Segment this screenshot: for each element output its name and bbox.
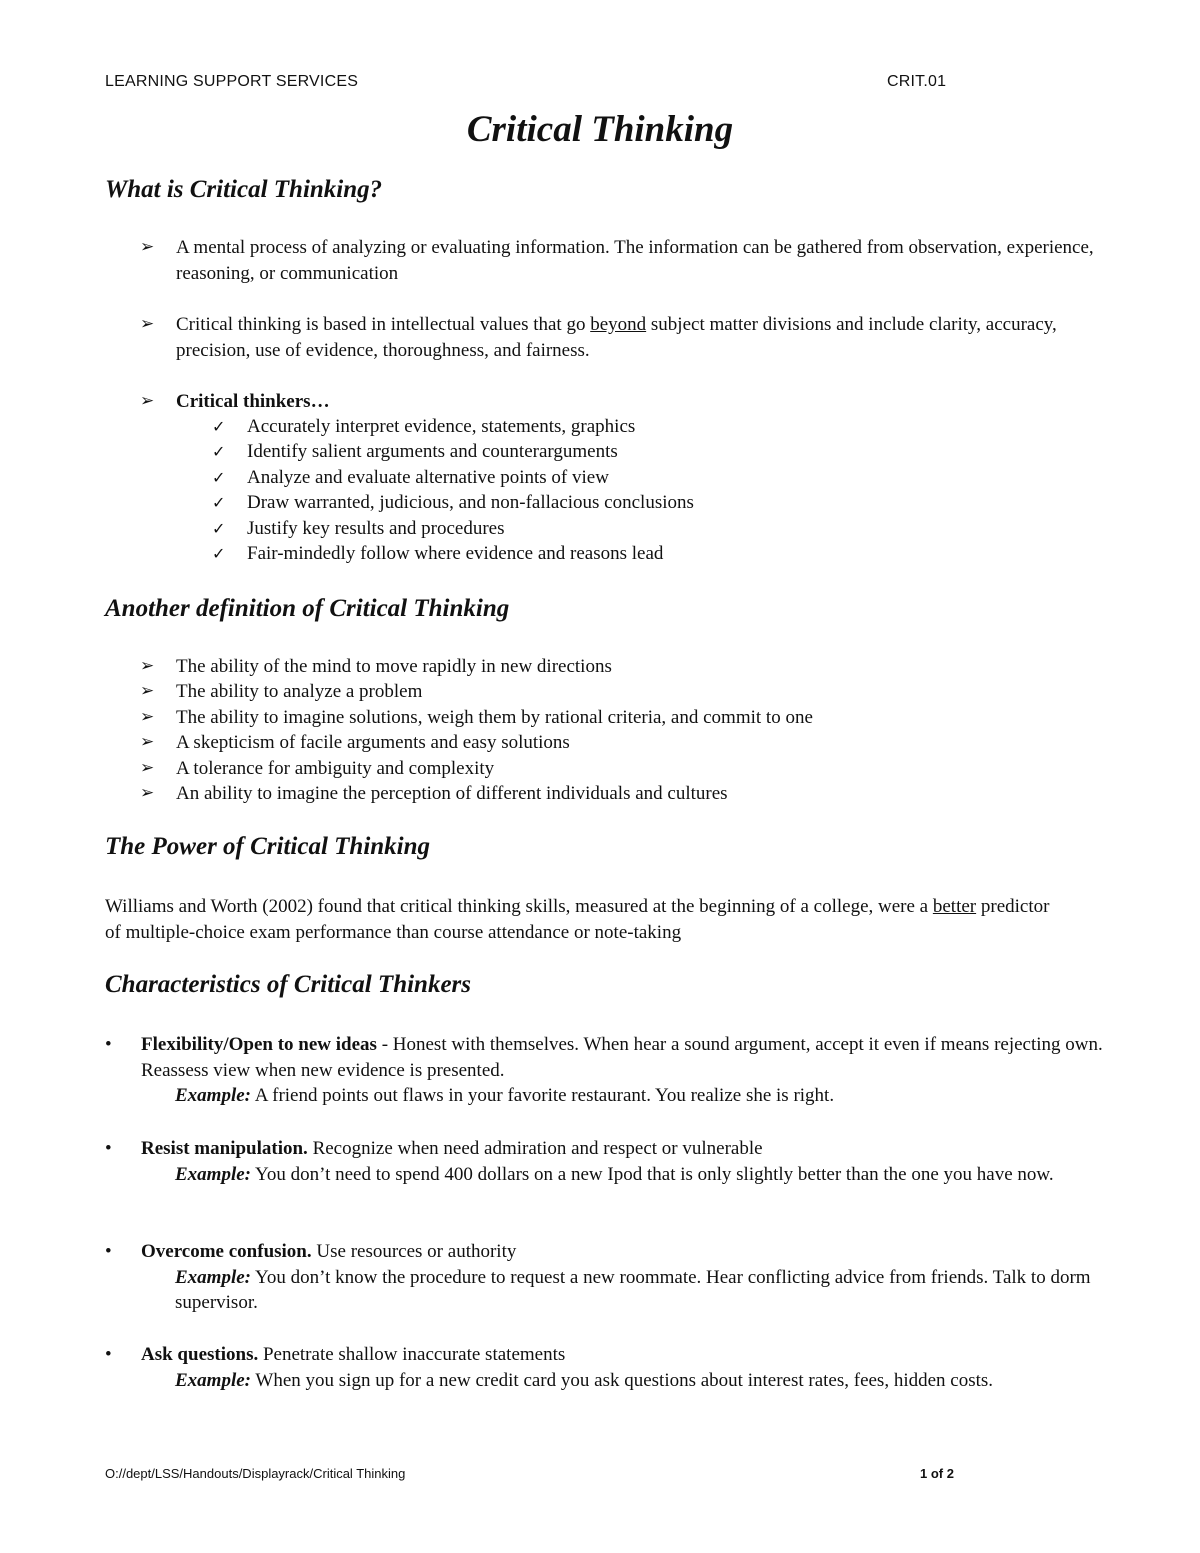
list-item: ➢ The ability to analyze a problem (140, 679, 1100, 705)
example-line: Example: A friend points out flaws in your favorite restaurant. You realize she is right. (175, 1085, 835, 1107)
list-item: ➢ The ability of the mind to move rapidly in new directions (140, 654, 1100, 680)
bullet-icon: • (105, 1241, 112, 1262)
check-icon: ✓ (212, 519, 226, 538)
arrow-bullet-icon: ➢ (140, 391, 155, 411)
characteristic-item: • Ask questions. Penetrate shallow inaccurate statements Example: When you sign up for a new credit card you ask questions about interest rates, fees, hidden costs. (105, 1342, 1105, 1393)
arrow-bullet-icon: ➢ (140, 314, 155, 334)
power-paragraph: Williams and Worth (2002) found that critical thinking skills, measured at the beginning of a college, were a better predictor of multiple-choice exam performance than course attendance or note-taking (105, 896, 1050, 943)
arrow-bullet-icon: ➢ (140, 237, 155, 257)
bullet-icon: • (105, 1344, 112, 1365)
characteristic-item: • Overcome confusion. Use resources or authority Example: You don’t know the procedure to request a new roommate. Hear conflicting advice from friends. Talk to dorm supervisor. (105, 1239, 1105, 1316)
arrow-bullet-icon: ➢ (140, 681, 155, 701)
list-item: ➢ Critical thinking is based in intellectual values that go beyond subject matter divisions and include clarity, accuracy, precision, use of evidence, thoroughness, and fairness. (140, 314, 1057, 361)
checklist-item: ✓ Accurately interpret evidence, statements, graphics (212, 414, 1072, 440)
characteristic-item: • Resist manipulation. Recognize when need admiration and respect or vulnerable Example: You don’t need to spend 400 dollars on a new Ipod that is only slightly better than the one you have now. (105, 1136, 1105, 1187)
list-item (140, 389, 1100, 415)
list-item: ➢ A skepticism of facile arguments and easy solutions (140, 730, 1100, 756)
footer-path: O://dept/LSS/Handouts/Displayrack/Critical Thinking (105, 1466, 406, 1481)
example-line: Example: You don’t need to spend 400 dollars on a new Ipod that is only slightly better than the one you have now. (175, 1163, 1054, 1185)
arrow-bullet-icon: ➢ (140, 783, 155, 803)
critical-thinkers-label: Critical thinkers… (176, 391, 330, 412)
footer-page-number: 1 of 2 (920, 1466, 954, 1481)
header-department: LEARNING SUPPORT SERVICES (105, 73, 359, 90)
check-icon: ✓ (212, 442, 226, 461)
characteristic-item: • Flexibility/Open to new ideas - Honest with themselves. When hear a sound argument, accept it even if means rejecting own. Reassess view when new evidence is presented. Example: A friend points out flaws in your favorite restaurant. You realize she is right. (105, 1032, 1105, 1109)
arrow-bullet-icon: ➢ (140, 758, 155, 778)
arrow-bullet-icon: ➢ (140, 656, 155, 676)
page-title: Critical Thinking (466, 109, 734, 150)
bullet-icon: • (105, 1034, 112, 1055)
arrow-bullet-icon: ➢ (140, 707, 155, 727)
bullet-icon: • (105, 1138, 112, 1159)
arrow-bullet-icon: ➢ (140, 732, 155, 752)
section-heading-what-is: What is Critical Thinking? (105, 176, 383, 203)
check-icon: ✓ (212, 493, 226, 512)
checklist-item: ✓ Identify salient arguments and counterarguments (212, 439, 1072, 465)
header-code: CRIT.01 (887, 73, 947, 90)
underlined-word: beyond (590, 314, 647, 335)
section-heading-another-definition: Another definition of Critical Thinking (105, 595, 510, 622)
example-line: Example: You don’t know the procedure to request a new roommate. Hear conflicting advice from friends. Talk to dorm supervisor. (175, 1266, 1091, 1314)
underlined-word: better (932, 896, 977, 917)
check-icon: ✓ (212, 468, 226, 487)
list-item: ➢ The ability to imagine solutions, weigh them by rational criteria, and commit to one (140, 705, 1100, 731)
section-heading-characteristics: Characteristics of Critical Thinkers (105, 971, 472, 998)
check-icon: ✓ (212, 544, 226, 563)
checklist-item: ✓ Fair-mindedly follow where evidence and reasons lead (212, 541, 1072, 567)
example-line: Example: When you sign up for a new credit card you ask questions about interest rates, fees, hidden costs. (175, 1369, 994, 1391)
list-item: ➢ A tolerance for ambiguity and complexity (140, 756, 1100, 782)
checklist-item: ✓ Draw warranted, judicious, and non-fallacious conclusions (212, 490, 1072, 516)
checklist-item: ✓ Justify key results and procedures (212, 516, 1072, 542)
list-item: ➢ A mental process of analyzing or evaluating information. The information can be gathered from observation, experience, reasoning, or communication (140, 237, 1094, 284)
list-item: ➢ An ability to imagine the perception of different individuals and cultures (140, 781, 1100, 807)
check-icon: ✓ (212, 417, 226, 436)
section-heading-power: The Power of Critical Thinking (105, 833, 431, 860)
checklist-item: ✓ Analyze and evaluate alternative points of view (212, 465, 1072, 491)
